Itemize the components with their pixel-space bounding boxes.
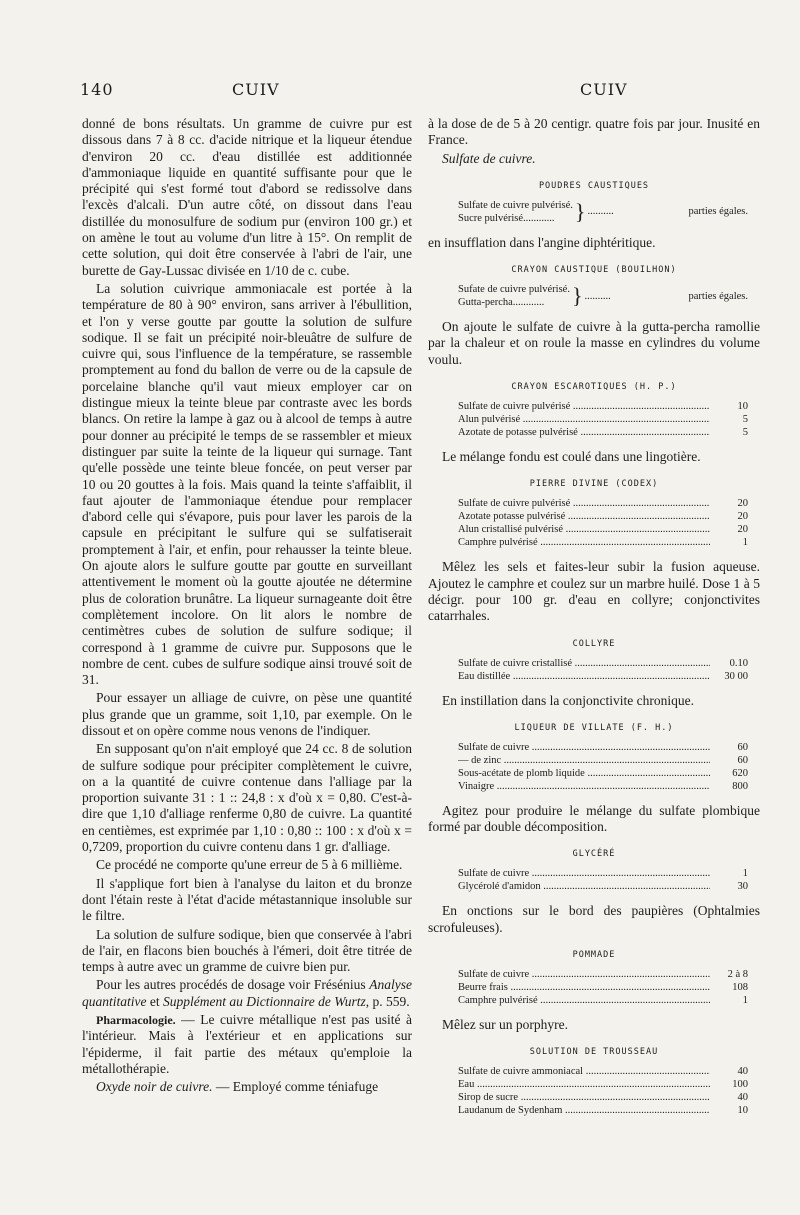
ingredient: — de zinc ..... <box>458 754 710 767</box>
recipe-title: POMMADE <box>572 950 616 961</box>
quantity: 5 <box>710 426 748 439</box>
book-title: Supplément au Dictionnaire de Wurtz <box>163 993 366 1009</box>
quantity: 10 <box>710 400 748 413</box>
ingredient: Sulfate de cuivre pulvérisé ..... <box>458 400 710 413</box>
quantity: 20 <box>710 523 748 536</box>
running-head-left: CUIV <box>232 80 280 99</box>
ingredient: Sulfate de cuivre ..... <box>458 741 710 754</box>
recipe-title: CRAYON CAUSTIQUE (BOUILHON) <box>511 265 677 276</box>
recipe-row <box>458 657 748 670</box>
text: — Employé comme téniafuge <box>212 1079 379 1095</box>
subsection-heading: Sulfate de cuivre. <box>442 150 536 166</box>
leader-dots: .......... <box>587 206 614 218</box>
recipe-table <box>458 968 748 1007</box>
recipe-quantity: parties égales. <box>688 206 748 218</box>
recipe-table <box>458 1065 748 1117</box>
ingredient: Camphre pulvérisé ..... <box>458 536 710 549</box>
quantity: 60 <box>710 741 748 754</box>
recipe-row <box>458 1104 748 1117</box>
ingredient: Sulfate de cuivre cristallisé ..... <box>458 657 710 670</box>
recipe-title: GLYCÉRÉ <box>572 849 616 860</box>
recipe-title: CRAYON ESCAROTIQUES (H. P.) <box>511 382 677 393</box>
paragraph: Pour essayer un alliage de cuivre, on pèse une quantité plus grande que un gramme, soit 1,10, par exemple. On le dissout et on opère comme nous venons de l'indiquer. <box>82 690 412 738</box>
section-heading: Pharmacologie. <box>96 1013 176 1028</box>
paragraph: La solution de sulfure sodique, bien que conservée à l'abri de l'air, en flacons bien bouchés à l'émeri, doit être titrée de temps à autre avec un gramme de cuivre bien pur. <box>82 926 412 975</box>
ingredient: Azotate potasse pulvérisé ..... <box>458 510 710 523</box>
recipe-item: Sufate de cuivre pulvérisé. <box>458 284 570 296</box>
recipe-table <box>458 657 748 683</box>
quantity: 20 <box>710 510 748 523</box>
ingredient: Sulfate de cuivre ..... <box>458 867 710 880</box>
text: , p. 559. <box>365 993 410 1009</box>
recipe-item: Gutta-percha............ <box>458 297 545 309</box>
recipe-row <box>458 510 748 523</box>
text: et <box>146 993 163 1009</box>
paragraph: On ajoute le sulfate de cuivre à la gutta-percha ramollie par la chaleur et on roule la masse en cylindres du volume voulu. <box>428 319 760 367</box>
left-column <box>82 116 412 1098</box>
quantity: 20 <box>710 497 748 510</box>
ingredient: Sous-acétate de plomb liquide ..... <box>458 767 710 780</box>
running-head-right: CUIV <box>580 80 628 99</box>
text: Pour les autres procédés de dosage voir Frésénius <box>96 977 370 993</box>
recipe-table <box>458 400 748 439</box>
quantity: 30 00 <box>710 670 748 683</box>
recipe-title: PIERRE DIVINE (CODEX) <box>529 479 659 490</box>
paragraph: donné de bons résultats. Un gramme de cuivre pur est dissous dans 7 à 8 cc. d'acide nitrique et la liqueur étendue d'environ 20 cc. d'eau distillée est additionnée d'ammoniaque liquide en quantité suffisante pour que le précipité qui s'est formé tout d'abord se redissolve dans l'excès d'alcali. D'un autre côté, on dissout dans l'eau distillée du monosulfure de sodium pur (environ 100 gr.) et on amène le tout au volume d'un litre à 15°. On remplit de cette solution, qui doit être conservée à l'abri de l'air, une burette de Gay-Lussac divisée en 1/10 de c. cube. <box>82 116 412 278</box>
paragraph: En instillation dans la conjonctivite chronique. <box>442 692 694 708</box>
recipe-row <box>458 1078 748 1091</box>
text: — Le cuivre métallique n'est pas usité à l'intérieur. Mais à l'extérieur et en applications sur l'épiderme, il fait partie des métaux qu'emploie la métallothérapie. <box>82 1012 412 1076</box>
quantity: 1 <box>710 867 748 880</box>
ingredient: Sulfate de cuivre pulvérisé ..... <box>458 497 710 510</box>
quantity: 108 <box>710 981 748 994</box>
recipe-row <box>458 767 748 780</box>
ingredient: Beurre frais ..... <box>458 981 710 994</box>
ingredient: Sulfate de cuivre ..... <box>458 968 710 981</box>
recipe-quantity: parties égales. <box>688 290 748 302</box>
quantity: 0.10 <box>710 657 748 670</box>
quantity: 2 à 8 <box>710 968 748 981</box>
leader-dots: .......... <box>584 290 611 302</box>
recipe-row <box>458 741 748 754</box>
recipe-row <box>458 497 748 510</box>
paragraph: Agitez pour produire le mélange du sulfate plombique formé par double décomposition. <box>428 802 760 835</box>
recipe-title: LIQUEUR DE VILLATE (F. H.) <box>514 722 674 733</box>
ingredient: Glycérolé d'amidon ..... <box>458 880 710 893</box>
quantity: 30 <box>710 880 748 893</box>
paragraph: Mêlez sur un porphyre. <box>442 1017 568 1033</box>
recipe-pair <box>458 199 748 225</box>
ingredient: Camphre pulvérisé ..... <box>458 994 710 1007</box>
recipe-row <box>458 867 748 880</box>
recipe-items <box>458 283 570 309</box>
paragraph: Il s'applique fort bien à l'analyse du laiton et du bronze dont l'étain reste à l'état d'acide métastannique insoluble sur le filtre. <box>82 875 412 924</box>
recipe-row <box>458 880 748 893</box>
recipe-row <box>458 670 748 683</box>
recipe-row <box>458 754 748 767</box>
quantity: 40 <box>710 1065 748 1078</box>
recipe-row <box>458 981 748 994</box>
recipe-row <box>458 426 748 439</box>
paragraph <box>82 1012 412 1077</box>
paragraph: La solution cuivrique ammoniacale est portée à la température de 80 à 90° environ, sans arriver à l'ébullition, et l'on y verse goutte par goutte la solution de sulfure sodique. Il se fait un précipité noir-bleuâtre de sulfure de cuivre qui, sous l'influence de la température, se rassemble promptement au fond du ballon de verre ou de la capsule de porcelaine blanche qu'il vaut mieux employer car on distingue mieux la teinte bleue par contraste avec les bords blancs. On retire la lampe à gaz ou à alcool de temps à autre pour donner au précipité le temps de se rassembler et mieux distinguer par suite la teinte de la liqueur qui surnage. Tant qu'elle possède une teinte bleue foncée, on peut verser par 10 ou 20 gouttes à la fois. Mais quand la teinte s'affaiblit, il faut ajouter de l'ammoniaque étendue pour remplacer d'abord celle qui s'évapore, puis pour laver les parois de la capsule en précipitant le sulfure qui se sulfatiserait promptement à l'air, et enfin, pour rehausser la teinte bleue. On ajoute alors le sulfure goutte par goutte en surveillant attentivement le moment où la goutte ajoutée ne détermine plus de coloration brunâtre. La liqueur surnageante doit être complètement incolore. On lit alors le nombre de centimètres cubes de solution de sulfure sodique; il correspond à 1 gramme de cuivre pur. Supposons que le nombre de cent. cubes de sulfure sodique ainsi trouvé soit de 31. <box>82 280 412 688</box>
recipe-table <box>458 741 748 793</box>
paragraph <box>82 1079 412 1095</box>
ingredient: Alun cristallisé pulvérisé ..... <box>458 523 710 536</box>
ingredient: Sulfate de cuivre ammoniacal ..... <box>458 1065 710 1078</box>
recipe-row <box>458 536 748 549</box>
recipe-row <box>458 1065 748 1078</box>
paragraph: Le mélange fondu est coulé dans une lingotière. <box>442 449 701 465</box>
subsection-heading: Oxyde noir de cuivre. <box>96 1079 213 1095</box>
recipe-row <box>458 400 748 413</box>
ingredient: Azotate de potasse pulvérisé ..... <box>458 426 710 439</box>
ingredient: Eau distillée ..... <box>458 670 710 683</box>
recipe-items <box>458 199 573 225</box>
paragraph: à la dose de de 5 à 20 centigr. quatre fois par jour. Inusité en France. <box>428 116 760 148</box>
recipe-item: Sucre pulvérisé............ <box>458 212 555 224</box>
ingredient: Laudanum de Sydenham ..... <box>458 1104 710 1117</box>
recipe-title: SOLUTION DE TROUSSEAU <box>529 1047 659 1058</box>
quantity: 1 <box>710 536 748 549</box>
book-title: Analyse quantitative <box>82 977 412 1009</box>
quantity: 60 <box>710 754 748 767</box>
paragraph: en insufflation dans l'angine diphtéritique. <box>428 234 656 250</box>
ingredient: Vinaigre ..... <box>458 780 710 793</box>
quantity: 1 <box>710 994 748 1007</box>
recipe-row <box>458 780 748 793</box>
brace-icon: } <box>574 198 586 224</box>
ingredient: Sirop de sucre ..... <box>458 1091 710 1104</box>
brace-icon: } <box>571 283 583 309</box>
paragraph: Mêlez les sels et faites-leur subir la fusion aqueuse. Ajoutez le camphre et coulez sur un marbre huilé. Dose 1 à 5 décigr. pour 100 gr. d'eau en collyre; conjonctivites catarrhales. <box>428 559 760 624</box>
page-number: 140 <box>80 80 114 99</box>
ingredient: Alun pulvérisé ..... <box>458 413 710 426</box>
recipe-title: POUDRES CAUSTIQUES <box>538 180 650 191</box>
recipe-row <box>458 523 748 536</box>
right-column <box>428 116 760 1127</box>
quantity: 10 <box>710 1104 748 1117</box>
paragraph: En onctions sur le bord des paupières (Ophtalmies scrofuleuses). <box>428 903 760 935</box>
ingredient: Eau ..... <box>458 1078 710 1091</box>
quantity: 40 <box>710 1091 748 1104</box>
recipe-item: Sulfate de cuivre pulvérisé. <box>458 199 573 211</box>
recipe-table <box>458 867 748 893</box>
quantity: 800 <box>710 780 748 793</box>
paragraph <box>82 977 412 1010</box>
recipe-row <box>458 968 748 981</box>
recipe-table <box>458 497 748 549</box>
recipe-pair <box>458 283 748 309</box>
quantity: 100 <box>710 1078 748 1091</box>
quantity: 5 <box>710 413 748 426</box>
recipe-row <box>458 413 748 426</box>
recipe-row <box>458 994 748 1007</box>
recipe-row <box>458 1091 748 1104</box>
recipe-title: COLLYRE <box>572 638 616 649</box>
quantity: 620 <box>710 767 748 780</box>
paragraph: Ce procédé ne comporte qu'une erreur de 5 à 6 millième. <box>96 857 403 873</box>
paragraph: En supposant qu'on n'ait employé que 24 cc. 8 de solution de sulfure sodique pour précipiter complètement le cuivre, on a la quantité de cuivre contenue dans l'alliage par la proportion suivante 31 : 1 :: 24,8 : x d'où x = 0,80. C'est-à-dire que 1,10 d'alliage renferme 0,80 de cuivre. La quantité en centièmes, est exprimée par 1,10 : 0,80 :: 100 : x d'où x = 0,7209, proportion du cuivre contenu dans 1 gr. d'alliage. <box>82 741 412 855</box>
